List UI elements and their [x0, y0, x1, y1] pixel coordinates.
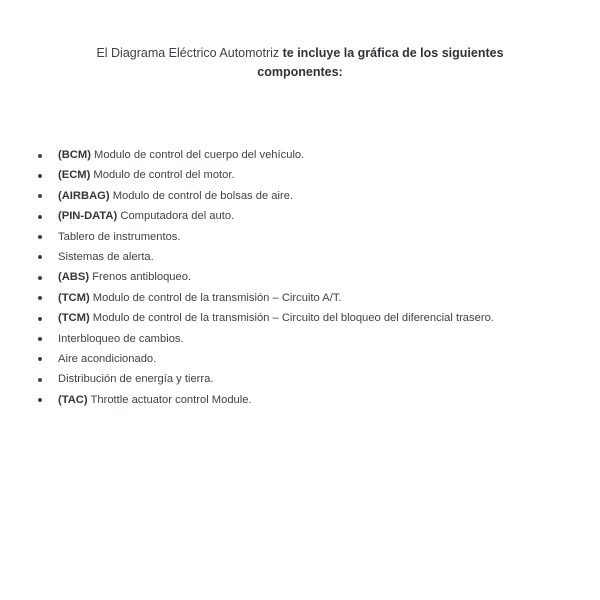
component-description: Distribución de energía y tierra.	[58, 373, 214, 386]
component-description: Computadora del auto.	[120, 210, 235, 223]
list-item	[34, 247, 594, 267]
bullet-icon	[38, 317, 42, 321]
bullet-icon	[38, 357, 42, 361]
list-item	[34, 369, 594, 389]
list-item	[34, 206, 594, 226]
bullet-icon	[38, 276, 42, 280]
component-description: Modulo de control de la transmisión – Circuito del bloqueo del diferencial trasero.	[92, 312, 494, 325]
bullet-icon	[38, 154, 42, 158]
list-item	[34, 390, 594, 410]
component-code: (BCM)	[58, 149, 91, 161]
list-item	[34, 267, 594, 287]
bullet-icon	[38, 235, 42, 239]
component-description: Modulo de control del cuerpo del vehículo.	[94, 149, 305, 161]
component-code: (ECM)	[58, 169, 91, 182]
component-code: (AIRBAG)	[58, 189, 110, 202]
list-item	[34, 145, 594, 165]
intro-heading-lead: El Diagrama Eléctrico Automotriz	[96, 46, 283, 60]
intro-heading-bold: te incluye la gráfica de los siguientes componentes:	[257, 46, 504, 79]
list-item	[34, 349, 594, 369]
intro-heading	[70, 44, 530, 82]
list-item	[34, 227, 594, 247]
list-item	[34, 308, 594, 328]
bullet-icon	[38, 215, 42, 219]
component-code: (PIN-DATA)	[58, 210, 118, 223]
component-code: (ABS)	[58, 271, 90, 284]
bullet-icon	[38, 337, 42, 341]
component-code: (TAC)	[58, 393, 88, 406]
list-item	[34, 329, 594, 349]
list-item	[34, 288, 594, 308]
component-description: Sistemas de alerta.	[58, 250, 154, 263]
component-description: Modulo de control de la transmisión – Circuito A/T.	[92, 291, 342, 304]
component-description: Interbloqueo de cambios.	[58, 332, 184, 345]
component-description: Modulo de control del motor.	[93, 169, 235, 182]
bullet-icon	[38, 194, 42, 198]
bullet-icon	[38, 174, 42, 178]
component-code: (TCM)	[58, 312, 90, 325]
component-description: Tablero de instrumentos.	[58, 230, 181, 243]
component-description: Throttle actuator control Module.	[90, 393, 252, 406]
component-description: Modulo de control de bolsas de aire.	[112, 189, 294, 202]
components-list	[34, 145, 594, 410]
bullet-icon	[38, 378, 42, 382]
bullet-icon	[38, 398, 42, 402]
component-code: (TCM)	[58, 291, 90, 304]
component-description: Aire acondicionado.	[58, 352, 157, 365]
component-description: Frenos antibloqueo.	[92, 271, 192, 284]
bullet-icon	[38, 255, 42, 259]
list-item	[34, 186, 594, 206]
bullet-icon	[38, 296, 42, 300]
list-item	[34, 165, 594, 185]
